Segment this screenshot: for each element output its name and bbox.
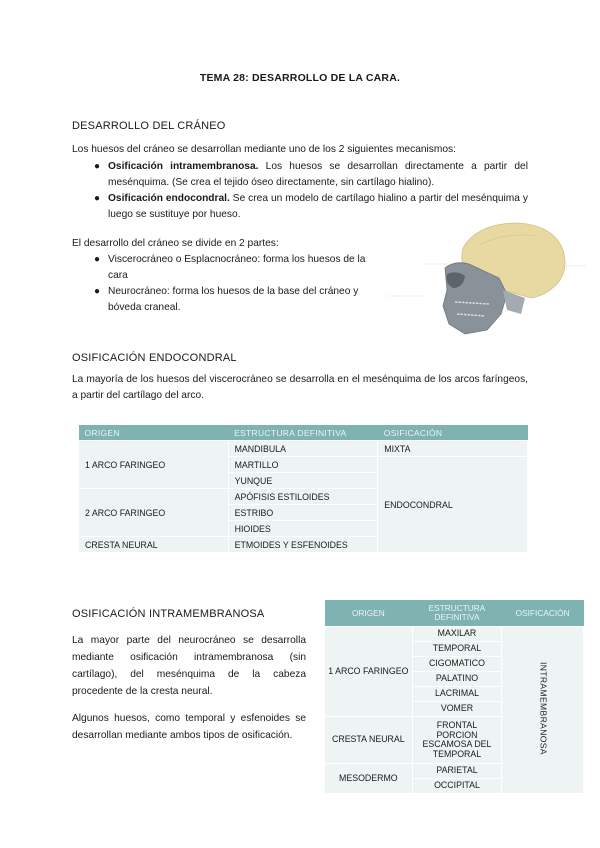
- table-row: [325, 627, 584, 642]
- structure-cell: LACRIMAL: [412, 687, 502, 702]
- intramembranosa-table: [324, 600, 584, 794]
- structure-cell: MAXILAR: [412, 627, 502, 642]
- ossification-cell: MIXTA: [378, 441, 528, 457]
- header-estructura: ESTRUCTURA DEFINITIVA: [228, 425, 378, 441]
- mechanisms-list: [88, 159, 528, 223]
- structure-cell: ESTRIBO: [228, 505, 378, 521]
- header-origen: ORIGEN: [79, 425, 229, 441]
- origin-cell: CRESTA NEURAL: [79, 537, 229, 553]
- structure-cell: PARIETAL: [412, 764, 502, 779]
- table-header-row: [79, 425, 528, 441]
- origin-cell: CRESTA NEURAL: [325, 717, 413, 764]
- division-intro: El desarrollo del cráneo se divide en 2 partes:: [72, 238, 279, 249]
- origin-cell: 2 ARCO FARINGEO: [79, 489, 229, 537]
- structure-cell: YUNQUE: [228, 473, 378, 489]
- header-estructura: ESTRUCTURA DEFINITIVA: [412, 600, 502, 627]
- structure-cell: MARTILLO: [228, 457, 378, 473]
- intramembranosa-p2: Algunos huesos, como temporal y esfenoides se desarrollan mediante ambos tipos de osificación.: [72, 713, 306, 741]
- section-heading-intramembranosa: OSIFICACIÓN INTRAMEMBRANOSA: [72, 608, 265, 620]
- intramembranosa-p1: La mayor parte del neurocráneo se desarrolla mediante osificación intramembranosa (sin cartílago), del mesénquima de la cabeza procedente de la cresta neural.: [72, 635, 306, 697]
- header-origen: ORIGEN: [325, 600, 413, 627]
- structure-cell: ETMOIDES Y ESFENOIDES: [228, 537, 378, 553]
- bullet-icon: ●: [94, 254, 101, 265]
- part-item: ● Neurocráneo: forma los huesos de la base del cráneo y bóveda craneal.: [94, 286, 359, 313]
- table-row: [79, 441, 528, 457]
- bullet-icon: ●: [94, 161, 101, 172]
- structure-cell: TEMPORAL: [412, 642, 502, 657]
- section-heading-craneo: DESARROLLO DEL CRÁNEO: [72, 120, 226, 132]
- ossification-cell: ENDOCONDRAL: [378, 457, 528, 553]
- page-title: TEMA 28: DESARROLLO DE LA CARA.: [199, 72, 401, 84]
- mechanism-item: ● Osificación endocondral. Se crea un modelo de cartílago hialino a partir del mesénquima y luego se sustituye por hueso.: [94, 193, 528, 220]
- section-heading-endocondral: OSIFICACIÓN ENDOCONDRAL: [72, 352, 237, 364]
- structure-cell: VOMER: [412, 702, 502, 717]
- bullet-icon: ●: [94, 286, 101, 297]
- ossification-vertical-label: INTRAMEMBRANOSA: [538, 662, 549, 756]
- parts-list: [88, 252, 384, 316]
- craneo-intro: Los huesos del cráneo se desarrollan mediante uno de los 2 siguientes mecanismos:: [72, 144, 456, 155]
- structure-cell: APÓFISIS ESTILOIDES: [228, 489, 378, 505]
- ossification-cell: [502, 627, 584, 794]
- endocondral-table: [78, 425, 528, 553]
- part-item: ● Viscerocráneo o Esplacnocráneo: forma los huesos de la cara: [94, 254, 366, 281]
- structure-cell: HIOIDES: [228, 521, 378, 537]
- table-header-row: [325, 600, 584, 627]
- skull-illustration: [385, 218, 585, 338]
- structure-cell: OCCIPITAL: [412, 779, 502, 794]
- header-osificacion: OSIFICACIÓN: [378, 425, 528, 441]
- origin-cell: 1 ARCO FARINGEO: [79, 441, 229, 489]
- endocondral-text: La mayoría de los huesos del viscerocráneo se desarrolla en el mesénquima de los arcos faríngeos, a partir del cartílago del arco.: [72, 374, 528, 401]
- origin-cell: MESODERMO: [325, 764, 413, 794]
- structure-cell: CIGOMATICO: [412, 657, 502, 672]
- structure-cell: MANDIBULA: [228, 441, 378, 457]
- structure-cell: PALATINO: [412, 672, 502, 687]
- origin-cell: 1 ARCO FARINGEO: [325, 627, 413, 717]
- structure-cell: FRONTAL PORCION ESCAMOSA DEL TEMPORAL: [412, 717, 502, 764]
- header-osificacion: OSIFICACIÓN: [502, 600, 584, 627]
- mechanism-item: ● Osificación intramembranosa. Los huesos se desarrollan directamente a partir del mesénquima. (Se crea el tejido óseo directamente, sin cartílago hialino).: [94, 161, 528, 188]
- bullet-icon: ●: [94, 193, 101, 204]
